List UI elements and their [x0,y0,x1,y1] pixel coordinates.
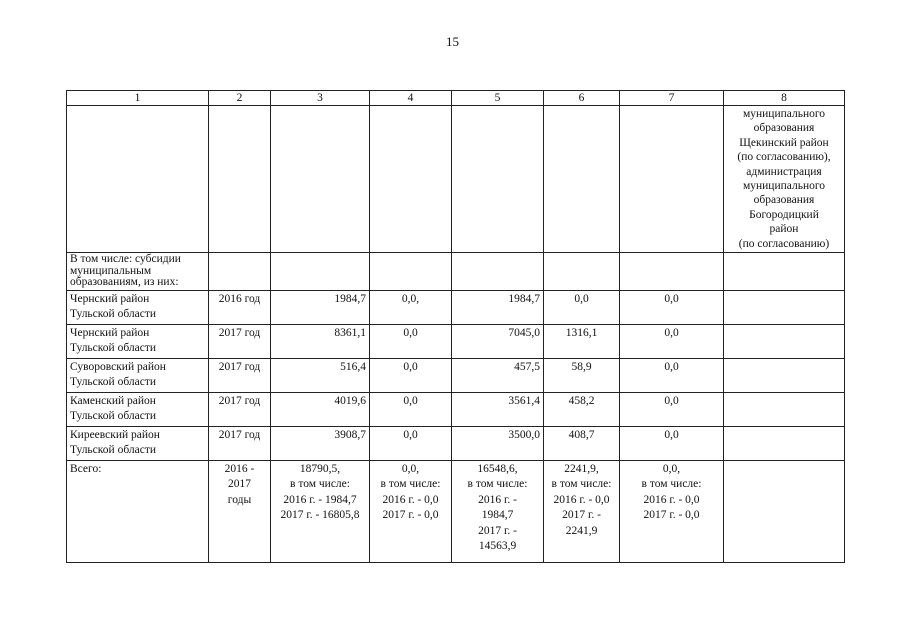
value-cell: 408,7 [544,426,620,460]
including-subsidies-label: В том числе: субсидии муниципальным образованиям, из них: [67,253,209,291]
value-cell: 0,0 [370,392,452,426]
budget-table [66,90,845,563]
value-cell: 0,0 [370,358,452,392]
total-row [67,460,845,562]
table-row [67,426,845,460]
total-value-cell: 16548,6, в том числе: 2016 г. - 1984,7 2017 г. - 14563,9 [452,460,544,562]
municipality-name: Суворовский район Тульской области [67,358,209,392]
value-cell: 7045,0 [452,324,544,358]
total-value-cell: 0,0, в том числе: 2016 г. - 0,0 2017 г. - 0,0 [370,460,452,562]
value-cell: 1984,7 [452,290,544,324]
total-years: 2016 - 2017 годы [209,460,271,562]
total-value-cell: 0,0, в том числе: 2016 г. - 0,0 2017 г. - 0,0 [620,460,724,562]
value-cell: 4019,6 [271,392,370,426]
year-cell: 2017 год [209,358,271,392]
year-cell: 2017 год [209,324,271,358]
year-cell: 2016 год [209,290,271,324]
header-cell: 7 [620,91,724,106]
value-cell: 0,0 [620,324,724,358]
value-cell: 1984,7 [271,290,370,324]
value-cell: 3908,7 [271,426,370,460]
page-number: 15 [446,34,459,49]
header-row [67,91,845,106]
header-cell: 1 [67,91,209,106]
total-label: Всего: [67,460,209,562]
year-cell: 2017 год [209,426,271,460]
value-cell: 0,0 [620,290,724,324]
header-cell: 2 [209,91,271,106]
municipality-name: Чернский район Тульской области [67,324,209,358]
table-row [67,392,845,426]
value-cell: 0,0 [620,392,724,426]
value-cell: 0,0 [370,426,452,460]
municipality-name: Чернский район Тульской области [67,290,209,324]
value-cell: 1316,1 [544,324,620,358]
table-row [67,324,845,358]
total-value-cell: 18790,5, в том числе: 2016 г. - 1984,7 2017 г. - 16805,8 [271,460,370,562]
header-cell: 6 [544,91,620,106]
municipality-name: Киреевский район Тульской области [67,426,209,460]
table-row [67,358,845,392]
value-cell: 0,0 [544,290,620,324]
header-cell: 4 [370,91,452,106]
header-cell: 3 [271,91,370,106]
total-value-cell: 2241,9, в том числе: 2016 г. - 0,0 2017 г. - 2241,9 [544,460,620,562]
table-row [67,290,845,324]
header-cell: 5 [452,91,544,106]
table-row [67,253,845,291]
value-cell: 8361,1 [271,324,370,358]
header-cell: 8 [724,91,845,106]
value-cell: 457,5 [452,358,544,392]
year-cell: 2017 год [209,392,271,426]
table-row [67,106,845,253]
value-cell: 458,2 [544,392,620,426]
value-cell: 3561,4 [452,392,544,426]
value-cell: 3500,0 [452,426,544,460]
value-cell: 516,4 [271,358,370,392]
municipality-name: Каменский район Тульской области [67,392,209,426]
value-cell: 0,0 [620,358,724,392]
responsible-executor-cell: муниципального образования Щекинский район (по согласованию), администрация муниципального образования Богородицкий район (по согласованию) [724,106,845,253]
value-cell: 0,0 [620,426,724,460]
value-cell: 0,0, [370,290,452,324]
value-cell: 58,9 [544,358,620,392]
value-cell: 0,0 [370,324,452,358]
